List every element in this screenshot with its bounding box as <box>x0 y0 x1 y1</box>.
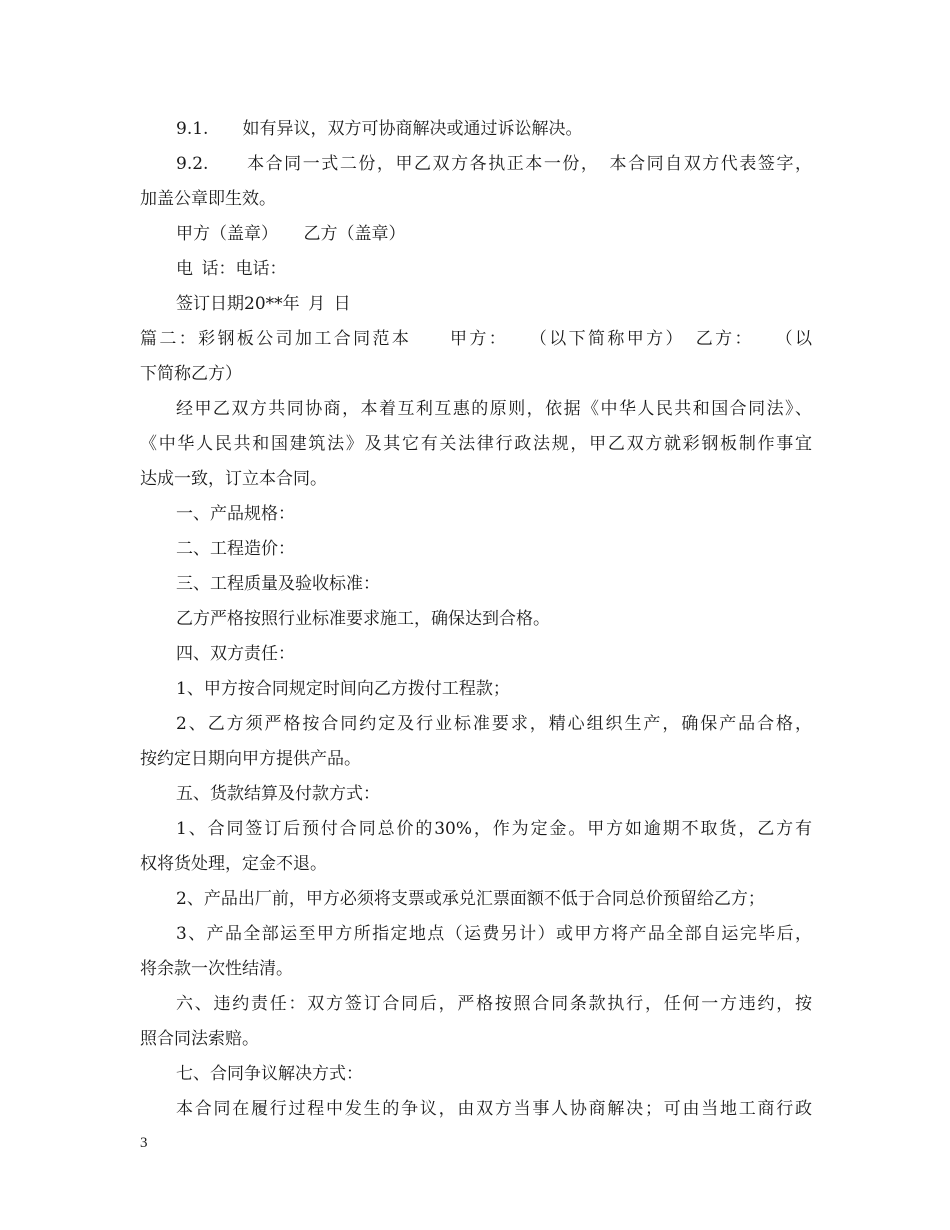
quality-paragraph: 乙方严格按照行业标准要求施工，确保达到合格。 <box>176 609 550 629</box>
payment-item-3-continued: 将余款一次性结清。 <box>140 959 293 979</box>
payment-item-1-continued: 权将货处理，定金不退。 <box>140 854 327 874</box>
breach-liability: 六、违约责任：双方签订合同后，严格按照合同条款执行，任何一方违约，按 <box>176 994 812 1014</box>
payment-item-3: 3、产品全部运至甲方所指定地点（运费另计）或甲方将产品全部自运完毕后， <box>176 924 812 944</box>
preamble-paragraph-line-3: 达成一致，订立本合同。 <box>140 469 327 489</box>
section-title: 篇二：彩钢板公司加工合同范本 甲方： （以下简称甲方） 乙方： （以 <box>140 329 812 349</box>
payment-item-1: 1、合同签订后预付合同总价的30%，作为定金。甲方如逾期不取货，乙方有 <box>176 819 812 839</box>
phone-line: 电 话：电话： <box>176 259 287 279</box>
signing-date: 签订日期20**年 月 日 <box>176 294 351 314</box>
heading-payment: 五、货款结算及付款方式： <box>176 784 380 804</box>
clause-9-2-continued: 加盖公章即生效。 <box>140 189 276 209</box>
heading-responsibilities: 四、双方责任： <box>176 644 295 664</box>
clause-9-2: 9.2. 本合同一式二份，甲乙双方各执正本一份， 本合同自双方代表签字， <box>176 154 812 174</box>
preamble-paragraph-line-2: 《中华人民共和国建筑法》及其它有关法律行政法规，甲乙双方就彩钢板制作事宜 <box>140 434 812 454</box>
responsibility-item-2-continued: 按约定日期向甲方提供产品。 <box>140 749 361 769</box>
heading-project-cost: 二、工程造价： <box>176 539 295 559</box>
responsibility-item-2: 2、乙方须严格按合同约定及行业标准要求，精心组织生产，确保产品合格， <box>176 714 812 734</box>
responsibility-item-1: 1、甲方按合同规定时间向乙方拨付工程款； <box>176 679 510 699</box>
breach-liability-continued: 照合同法索赔。 <box>140 1029 259 1049</box>
heading-dispute-resolution: 七、合同争议解决方式： <box>176 1064 363 1084</box>
document-body <box>140 112 812 1127</box>
page-number: 3 <box>140 1135 148 1151</box>
clause-9-1: 9.1. 如有异议，双方可协商解决或通过诉讼解决。 <box>176 119 583 139</box>
preamble-paragraph: 经甲乙双方共同协商，本着互利互惠的原则，依据《中华人民共和国合同法》、 <box>176 399 812 419</box>
payment-item-2: 2、产品出厂前，甲方必须将支票或承兑汇票面额不低于合同总价预留给乙方； <box>176 889 765 909</box>
heading-quality-acceptance: 三、工程质量及验收标准： <box>176 574 380 594</box>
heading-product-spec: 一、产品规格： <box>176 504 295 524</box>
section-title-continued: 下简称乙方） <box>140 364 242 384</box>
signature-parties: 甲方（盖章） 乙方（盖章） <box>176 224 406 244</box>
dispute-paragraph: 本合同在履行过程中发生的争议，由双方当事人协商解决；可由当地工商行政 <box>176 1099 812 1119</box>
